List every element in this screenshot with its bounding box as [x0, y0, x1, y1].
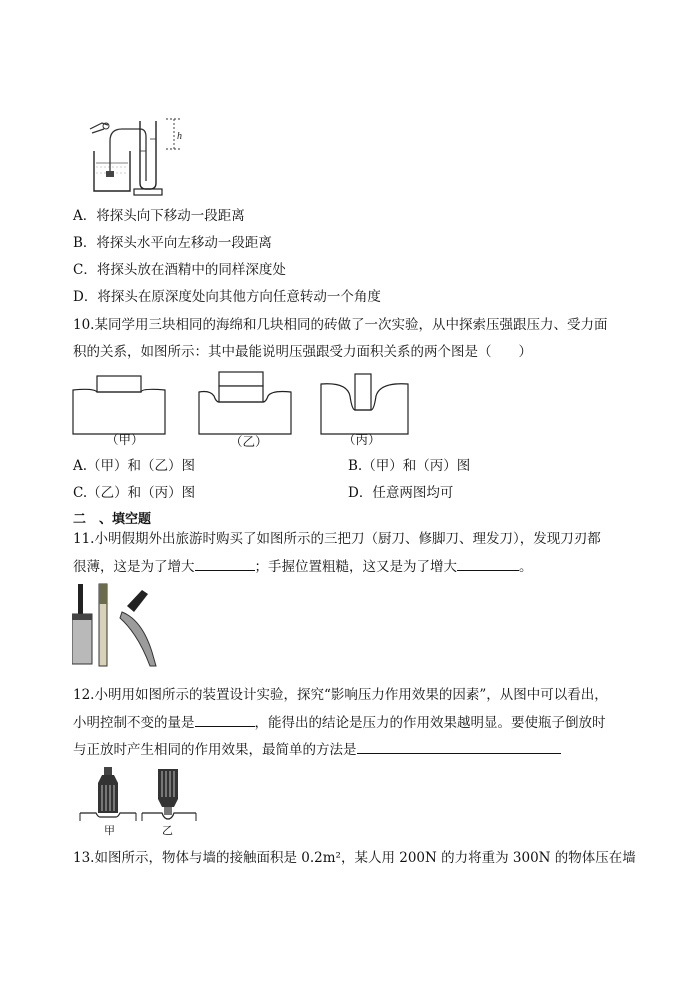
caption-bottle-yi: 乙	[162, 824, 173, 837]
caption-bottle-jia: 甲	[104, 824, 115, 837]
sponge-figure-bing	[320, 372, 410, 436]
q12-text-a: 小明控制不变的量是	[73, 715, 195, 731]
h-label: h	[177, 131, 182, 142]
q12-line2	[73, 713, 606, 732]
q11-text-b: ；手握位置粗糙，这又是为了增大	[254, 559, 457, 575]
q9-option-a: A．将探头向下移动一段距离	[73, 208, 245, 224]
q10-option-c: C.（乙）和（丙）图	[73, 485, 196, 501]
q13-line1: 13.如图所示，物体与墙的接触面积是 0.2m²，某人用 200N 的力将重为 300N 的物体压在墙	[73, 850, 636, 866]
caption-yi: （乙）	[230, 434, 268, 449]
q12-text-c: 与正放时产生相同的作用效果，最简单的方法是	[73, 742, 357, 758]
q10-option-b: B.（甲）和（丙）图	[348, 458, 471, 474]
sponge-figure-yi	[198, 370, 293, 436]
q12-blank-2[interactable]	[357, 740, 561, 754]
q12-line1: 12.小明用如图所示的装置设计实验，探究“影响压力作用效果的因素”，从图中可以看出，	[73, 687, 608, 703]
q9-option-c: C．将探头放在酒精中的同样深度处	[73, 262, 286, 278]
q11-line2	[73, 557, 533, 576]
knives-figure	[72, 582, 172, 670]
q12-text-b: ，能得出的结论是压力的作用效果越明显。要使瓶子倒放时	[254, 715, 606, 731]
manometer-figure	[84, 111, 194, 197]
q9-option-b: B．将探头水平向左移动一段距离	[73, 235, 272, 251]
q12-blank-1[interactable]	[195, 713, 255, 727]
bottles-figure	[78, 765, 200, 837]
q10-option-a: A.（甲）和（乙）图	[73, 458, 196, 474]
q11-text-c: 。	[519, 559, 533, 575]
q11-blank-1[interactable]	[195, 557, 255, 571]
q10-option-d: D．任意两图均可	[348, 485, 454, 501]
q9-option-d: D．将探头在原深度处向其他方向任意转动一个角度	[73, 289, 381, 305]
section-title: 二 、填空题	[73, 512, 152, 527]
q10-stem-line1: 10.某同学用三块相同的海绵和几块相同的砖做了一次实验，从中探索压强跟压力、受力面	[73, 317, 608, 333]
q11-text-a: 很薄，这是为了增大	[73, 559, 195, 575]
sponge-figure-jia	[72, 374, 167, 436]
q12-line3	[73, 740, 561, 759]
q11-line1: 11.小明假期外出旅游时购买了如图所示的三把刀（厨刀、修脚刀、理发刀），发现刀刃都	[73, 531, 601, 547]
q11-blank-2[interactable]	[457, 557, 519, 571]
caption-bing: （丙）	[343, 432, 381, 447]
q10-stem-line2: 积的关系，如图所示：其中最能说明压强跟受力面积关系的两个图是（ ）	[73, 344, 532, 360]
caption-jia: （甲）	[106, 432, 144, 447]
